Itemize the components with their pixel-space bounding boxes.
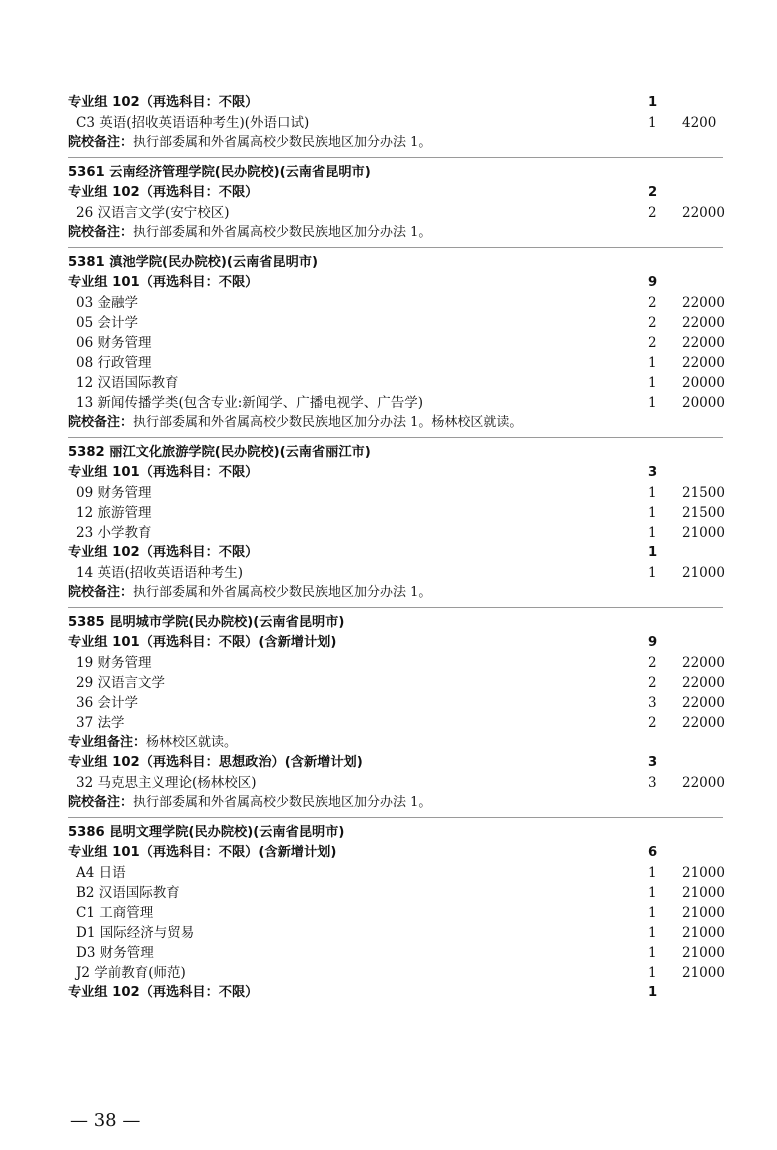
tuition-fee: 22000	[682, 315, 725, 331]
remark-text: 执行部委属和外省属高校少数民族地区加分办法 1。	[133, 135, 432, 150]
plan-count: 3	[648, 755, 658, 770]
major-group-row	[68, 273, 728, 293]
major-row	[68, 673, 728, 693]
major-row	[68, 333, 728, 353]
major-group-row	[68, 183, 728, 203]
plan-count: 2	[648, 675, 657, 691]
section-divider	[68, 817, 723, 818]
remark-row	[68, 733, 728, 753]
remark-label	[68, 133, 431, 153]
major-row	[68, 653, 728, 673]
major-row	[68, 563, 728, 583]
major-row	[68, 483, 728, 503]
major-row	[68, 713, 728, 733]
major-row	[68, 393, 728, 413]
major-name: 32 马克思主义理论(杨林校区)	[76, 775, 257, 791]
group-label: 专业组 102（再选科目：不限）	[68, 185, 259, 200]
plan-count: 1	[648, 885, 657, 901]
remark-prefix: 专业组备注：	[68, 735, 147, 750]
major-name: 03 金融学	[76, 295, 138, 311]
major-name: 37 法学	[76, 715, 125, 731]
school-name: 5381 滇池学院(民办院校)(云南省昆明市)	[68, 255, 319, 270]
major-name: 08 行政管理	[76, 355, 152, 371]
plan-count: 1	[648, 355, 657, 371]
school-name: 5386 昆明文理学院(民办院校)(云南省昆明市)	[68, 825, 345, 840]
major-row	[68, 883, 728, 903]
major-row	[68, 313, 728, 333]
major-name: A4 日语	[76, 865, 126, 881]
enrollment-plan-list	[68, 93, 728, 1003]
school-header	[68, 823, 728, 843]
tuition-fee: 4200	[682, 115, 717, 131]
remark-prefix: 院校备注：	[68, 795, 134, 810]
major-group-row	[68, 93, 728, 113]
plan-count: 3	[648, 465, 658, 480]
tuition-fee: 22000	[682, 655, 725, 671]
tuition-fee: 21500	[682, 485, 725, 501]
plan-count: 2	[648, 295, 657, 311]
school-header	[68, 443, 728, 463]
group-label: 专业组 102（再选科目：不限）	[68, 985, 259, 1000]
major-row	[68, 523, 728, 543]
major-group-row	[68, 543, 728, 563]
major-group-row	[68, 633, 728, 653]
tuition-fee: 22000	[682, 205, 725, 221]
tuition-fee: 22000	[682, 695, 725, 711]
tuition-fee: 22000	[682, 295, 725, 311]
group-label: 专业组 101（再选科目：不限）(含新增计划)	[68, 845, 337, 860]
tuition-fee: 21000	[682, 885, 725, 901]
plan-count: 1	[648, 545, 658, 560]
section-divider	[68, 437, 723, 438]
major-row	[68, 863, 728, 883]
major-row	[68, 503, 728, 523]
tuition-fee: 21000	[682, 565, 725, 581]
plan-count: 1	[648, 395, 657, 411]
plan-count: 2	[648, 655, 657, 671]
tuition-fee: 20000	[682, 395, 725, 411]
school-header	[68, 613, 728, 633]
plan-count: 1	[648, 565, 657, 581]
major-row	[68, 903, 728, 923]
tuition-fee: 21000	[682, 525, 725, 541]
plan-count: 9	[648, 635, 658, 650]
tuition-fee: 22000	[682, 775, 725, 791]
plan-count: 1	[648, 945, 657, 961]
group-label: 专业组 101（再选科目：不限）(含新增计划)	[68, 635, 337, 650]
remark-label	[68, 413, 522, 433]
plan-count: 1	[648, 965, 657, 981]
group-label: 专业组 101（再选科目：不限）	[68, 275, 259, 290]
tuition-fee: 22000	[682, 355, 725, 371]
major-name: 26 汉语言文学(安宁校区)	[76, 205, 230, 221]
major-row	[68, 773, 728, 793]
remark-prefix: 院校备注：	[68, 415, 134, 430]
section-divider	[68, 607, 723, 608]
plan-count: 1	[648, 925, 657, 941]
page-number: — 38 —	[70, 1110, 141, 1131]
major-row	[68, 203, 728, 223]
section-divider	[68, 157, 723, 158]
major-row	[68, 943, 728, 963]
major-row	[68, 963, 728, 983]
plan-count: 1	[648, 905, 657, 921]
school-header	[68, 163, 728, 183]
remark-text: 执行部委属和外省属高校少数民族地区加分办法 1。	[133, 585, 432, 600]
section-divider	[68, 247, 723, 248]
remark-row	[68, 413, 728, 433]
school-name: 5382 丽江文化旅游学院(民办院校)(云南省丽江市)	[68, 445, 371, 460]
major-row	[68, 373, 728, 393]
major-name: 13 新闻传播学类(包含专业:新闻学、广播电视学、广告学)	[76, 395, 424, 411]
major-row	[68, 113, 728, 133]
major-name: 09 财务管理	[76, 485, 152, 501]
plan-count: 1	[648, 525, 657, 541]
plan-count: 1	[648, 375, 657, 391]
remark-row	[68, 793, 728, 813]
school-name: 5385 昆明城市学院(民办院校)(云南省昆明市)	[68, 615, 345, 630]
major-row	[68, 923, 728, 943]
major-name: D3 财务管理	[76, 945, 154, 961]
major-group-row	[68, 843, 728, 863]
major-name: J2 学前教育(师范)	[76, 965, 186, 981]
remark-text: 执行部委属和外省属高校少数民族地区加分办法 1。	[133, 795, 432, 810]
tuition-fee: 22000	[682, 715, 725, 731]
major-row	[68, 353, 728, 373]
tuition-fee: 21000	[682, 925, 725, 941]
group-label: 专业组 102（再选科目：不限）	[68, 545, 259, 560]
school-header	[68, 253, 728, 273]
plan-count: 2	[648, 315, 657, 331]
tuition-fee: 22000	[682, 675, 725, 691]
plan-count: 2	[648, 185, 658, 200]
major-name: 23 小学教育	[76, 525, 152, 541]
major-name: B2 汉语国际教育	[76, 885, 180, 901]
remark-label	[68, 223, 431, 243]
tuition-fee: 22000	[682, 335, 725, 351]
remark-text: 执行部委属和外省属高校少数民族地区加分办法 1。	[133, 225, 432, 240]
remark-label	[68, 793, 431, 813]
plan-count: 1	[648, 985, 658, 1000]
major-name: D1 国际经济与贸易	[76, 925, 195, 941]
major-name: 14 英语(招收英语语种考生)	[76, 565, 244, 581]
major-group-row	[68, 983, 728, 1003]
plan-count: 1	[648, 485, 657, 501]
plan-count: 1	[648, 95, 658, 110]
remark-row	[68, 583, 728, 603]
remark-prefix: 院校备注：	[68, 585, 134, 600]
plan-count: 2	[648, 715, 657, 731]
major-name: C1 工商管理	[76, 905, 154, 921]
tuition-fee: 21000	[682, 905, 725, 921]
major-group-row	[68, 753, 728, 773]
major-name: 19 财务管理	[76, 655, 152, 671]
major-group-row	[68, 463, 728, 483]
plan-count: 1	[648, 865, 657, 881]
remark-prefix: 院校备注：	[68, 225, 134, 240]
remark-text: 杨林校区就读。	[146, 735, 238, 750]
school-name: 5361 云南经济管理学院(民办院校)(云南省昆明市)	[68, 165, 371, 180]
tuition-fee: 20000	[682, 375, 725, 391]
group-label: 专业组 102（再选科目：不限）	[68, 95, 259, 110]
major-row	[68, 693, 728, 713]
major-name: 29 汉语言文学	[76, 675, 165, 691]
plan-count: 1	[648, 115, 657, 131]
plan-count: 3	[648, 695, 657, 711]
group-label: 专业组 102（再选科目：思想政治）(含新增计划)	[68, 755, 363, 770]
remark-row	[68, 223, 728, 243]
remark-prefix: 院校备注：	[68, 135, 134, 150]
plan-count: 2	[648, 205, 657, 221]
plan-count: 9	[648, 275, 658, 290]
remark-row	[68, 133, 728, 153]
major-name: 36 会计学	[76, 695, 138, 711]
tuition-fee: 21500	[682, 505, 725, 521]
remark-text: 执行部委属和外省属高校少数民族地区加分办法 1。杨林校区就读。	[133, 415, 523, 430]
plan-count: 6	[648, 845, 658, 860]
plan-count: 1	[648, 505, 657, 521]
major-name: 12 汉语国际教育	[76, 375, 179, 391]
major-row	[68, 293, 728, 313]
tuition-fee: 21000	[682, 945, 725, 961]
major-name: 06 财务管理	[76, 335, 152, 351]
remark-label	[68, 733, 237, 753]
major-name: 05 会计学	[76, 315, 138, 331]
plan-count: 2	[648, 335, 657, 351]
plan-count: 3	[648, 775, 657, 791]
major-name: 12 旅游管理	[76, 505, 152, 521]
tuition-fee: 21000	[682, 865, 725, 881]
remark-label	[68, 583, 431, 603]
tuition-fee: 21000	[682, 965, 725, 981]
major-name: C3 英语(招收英语语种考生)(外语口试)	[76, 115, 310, 131]
group-label: 专业组 101（再选科目：不限）	[68, 465, 259, 480]
